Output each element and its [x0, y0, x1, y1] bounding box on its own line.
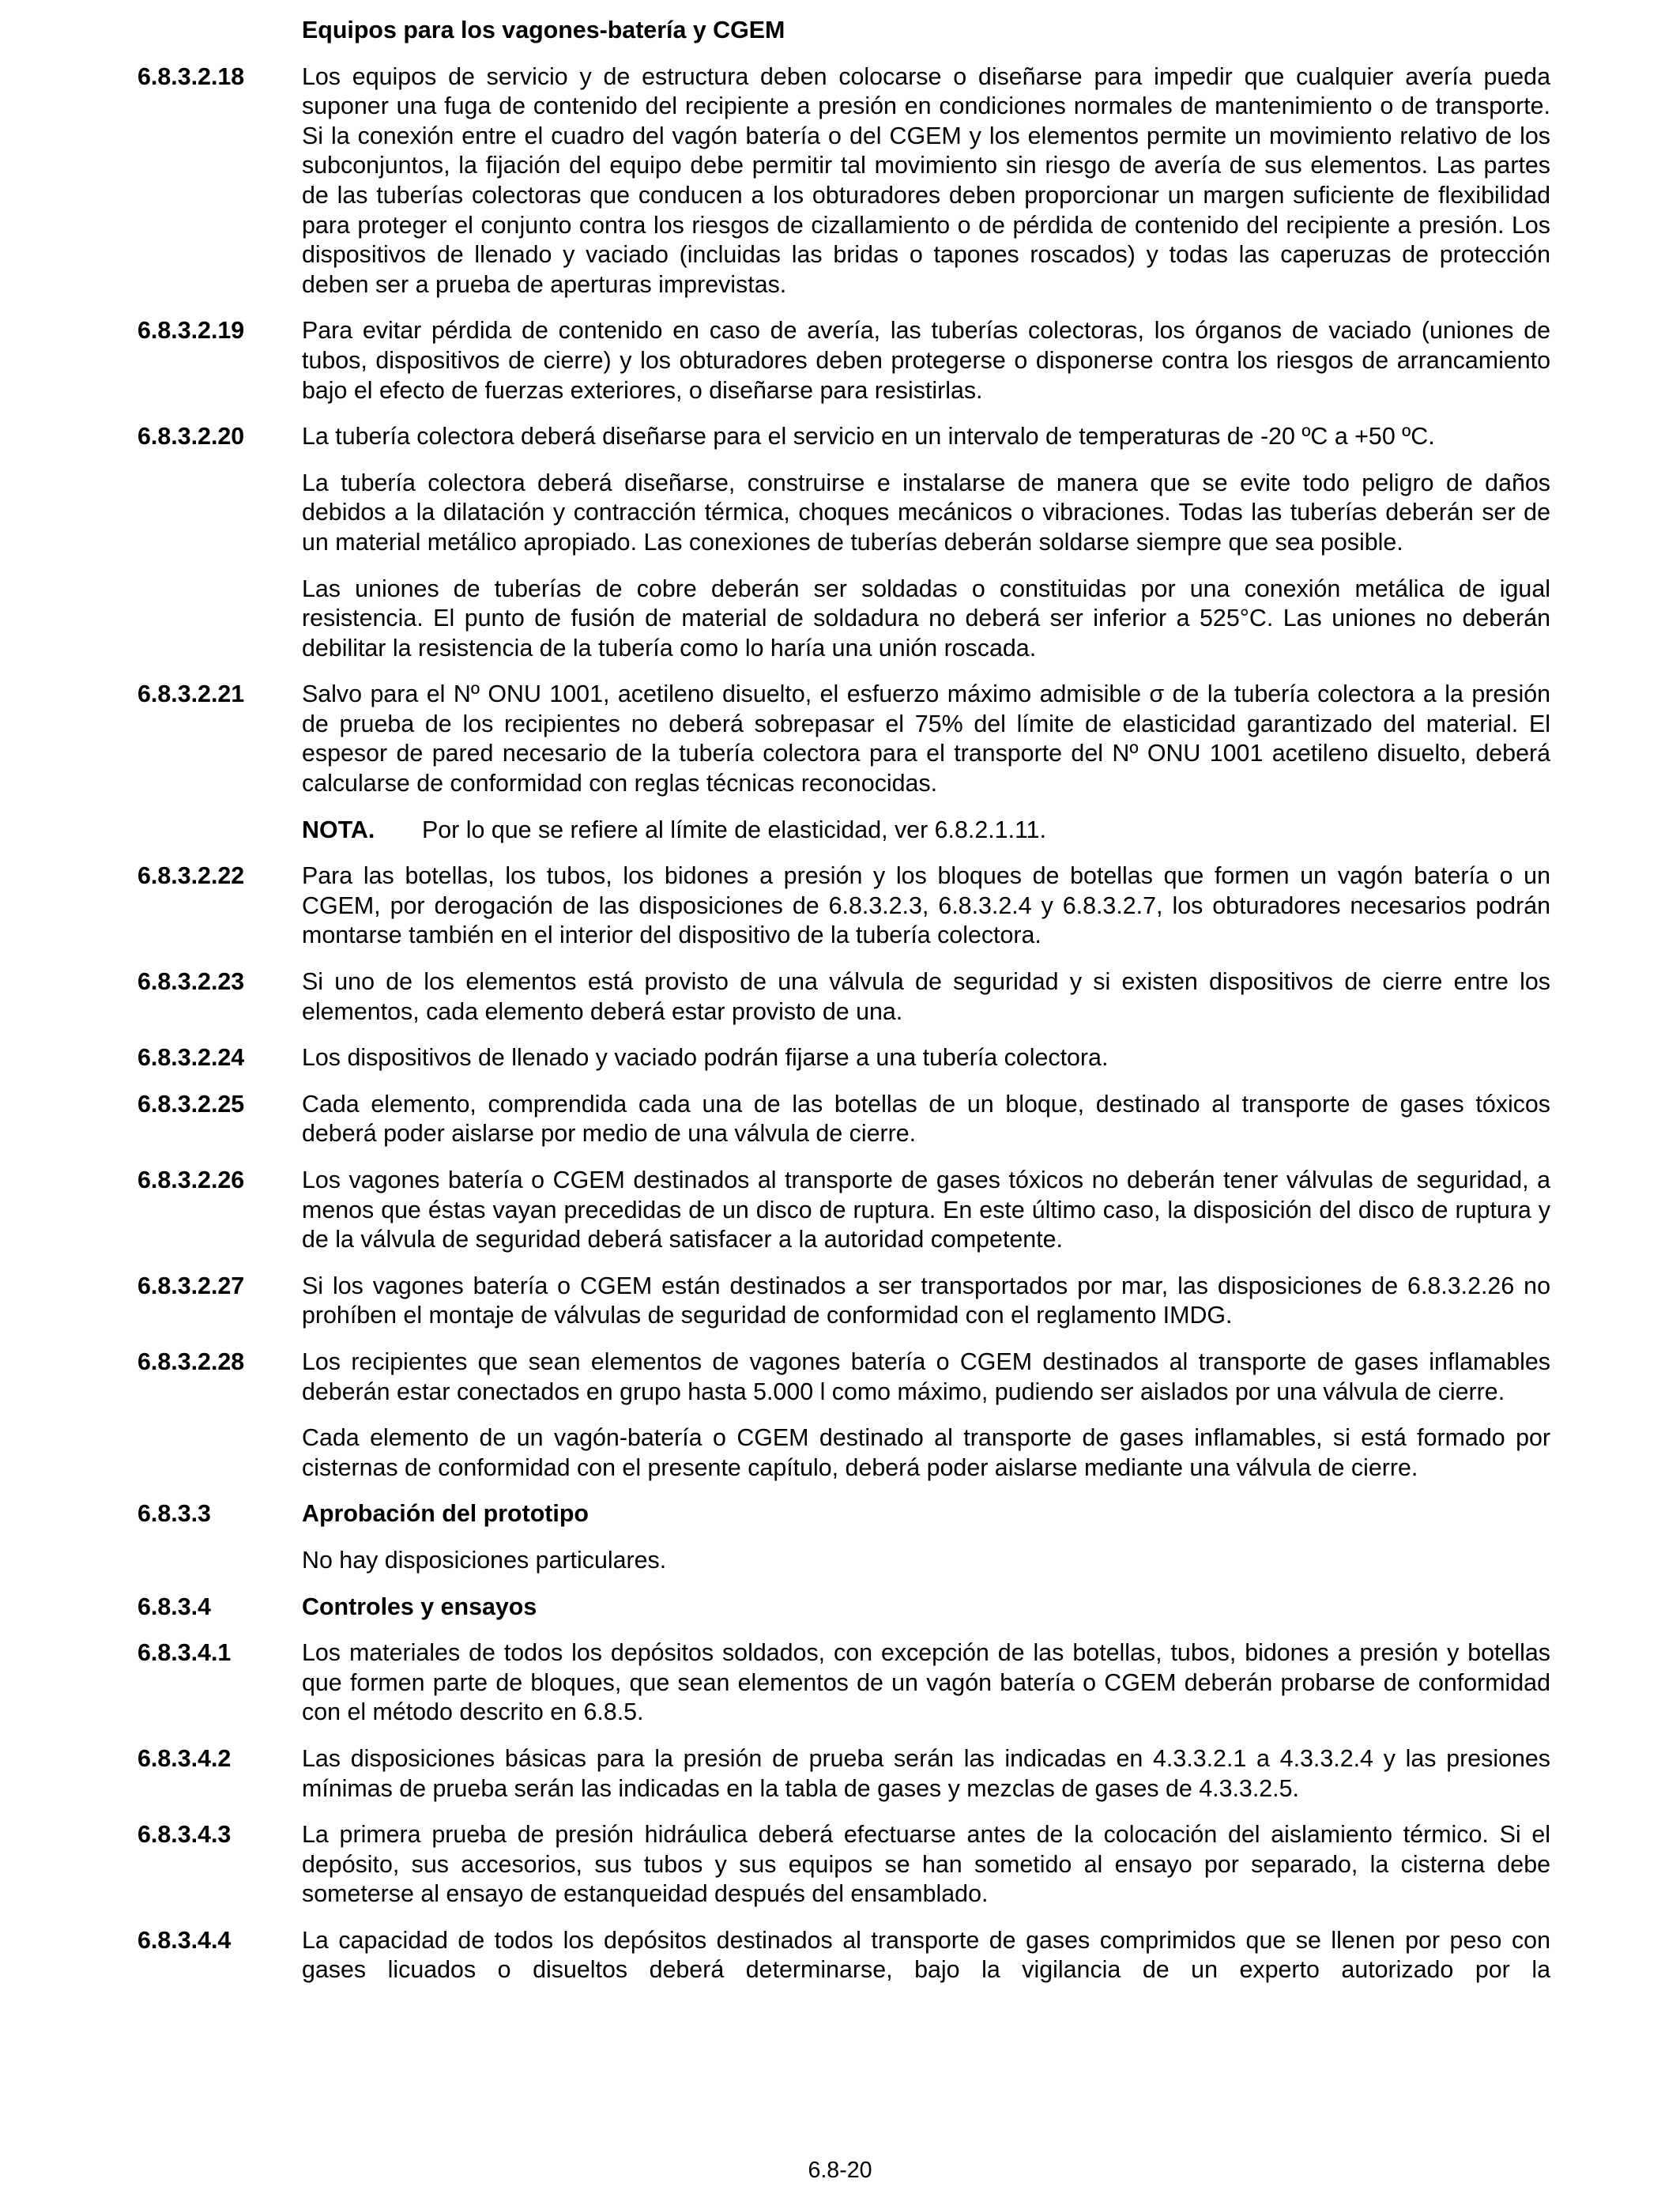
clause-6-8-3-2-21 [0, 680, 1550, 798]
clause-number: 6.8.3.2.25 [137, 1090, 245, 1118]
clause-number: 6.8.3.2.27 [137, 1272, 245, 1299]
note-label: NOTA. [302, 816, 375, 843]
clause-number: 6.8.3.4.2 [137, 1744, 232, 1772]
clause-6-8-3-2-26 [0, 1166, 1550, 1255]
clause-paragraph [0, 575, 1550, 664]
clause-number: 6.8.3.4.1 [137, 1639, 232, 1667]
clause-text: Los dispositivos de llenado y vaciado podrán fijarse a una tubería colectora. [302, 1044, 1109, 1072]
clause-number: 6.8.3.2.20 [137, 423, 245, 450]
clause-6-8-3-4-4 [0, 1926, 1550, 1985]
clause-6-8-3-4-2 [0, 1744, 1550, 1804]
section-number: 6.8.3.3 [137, 1500, 211, 1528]
clause-number: 6.8.3.2.28 [137, 1348, 245, 1375]
section-6-8-3-4-heading [0, 1593, 1550, 1623]
clause-number: 6.8.3.2.21 [137, 680, 245, 708]
clause-text: Para las botellas, los tubos, los bidones a presión y los bloques de botellas que formen un vagón batería o un CGEM, por derogación de las disposiciones de 6.8.3.2.3, 6.8.3.2.4 y 6.8.3.2.7, los obturadores necesarios podrán montarse también en el interior del dispositivo de la tubería colectora. [302, 862, 1550, 949]
clause-paragraph [0, 469, 1550, 558]
paragraph-text: Cada elemento de un vagón-batería o CGEM destinado al transporte de gases inflamables, si está formado por cisternas de conformidad con el presente capítulo, deberá poder aislarse mediante una válvula de cierre. [302, 1424, 1550, 1481]
clause-number: 6.8.3.2.18 [137, 62, 245, 90]
clause-number: 6.8.3.2.22 [137, 862, 245, 890]
clause-text: Los materiales de todos los depósitos soldados, con excepción de las botellas, tubos, bidones a presión y botellas que formen parte de bloques, que sean elementos de un vagón batería o CGEM deberán probarse de conformidad con el método descrito en 6.8.5. [302, 1639, 1550, 1726]
clause-number: 6.8.3.2.24 [137, 1044, 245, 1072]
clause-6-8-3-4-3 [0, 1820, 1550, 1909]
clause-text: Los recipientes que sean elementos de vagones batería o CGEM destinados al transporte de gases inflamables deberán estar conectados en grupo hasta 5.000 l como máximo, pudiendo ser aislados por una válvula de cierre. [302, 1348, 1550, 1405]
section-title: Equipos para los vagones-batería y CGEM [302, 17, 785, 43]
clause-number: 6.8.3.4.3 [137, 1821, 232, 1849]
section-heading-title: Aprobación del prototipo [302, 1500, 589, 1528]
clause-text: La capacidad de todos los depósitos destinados al transporte de gases comprimidos que se llenen por peso con gases licuados o disueltos deberá determinarse, bajo la vigilancia de un experto autorizado por la [302, 1926, 1550, 1984]
clause-paragraph [0, 1423, 1550, 1483]
note-block [0, 816, 1550, 846]
clause-6-8-3-2-23 [0, 967, 1550, 1027]
clause-text: Si los vagones batería o CGEM están destinados a ser transportados por mar, las disposiciones de 6.8.3.2.26 no prohíben el montaje de válvulas de seguridad de conformidad con el reglamento IMDG. [302, 1272, 1550, 1329]
section-6-8-3-3-heading [0, 1499, 1550, 1529]
clause-6-8-3-2-19 [0, 316, 1550, 405]
clause-6-8-3-2-20 [0, 422, 1550, 452]
clause-number: 6.8.3.2.26 [137, 1167, 245, 1193]
clause-number: 6.8.3.4.4 [137, 1926, 232, 1954]
clause-paragraph [0, 1546, 1550, 1576]
clause-6-8-3-4-1 [0, 1638, 1550, 1728]
clause-text: Si uno de los elementos está provisto de una válvula de seguridad y si existen dispositivos de cierre entre los elementos, cada elemento deberá estar provisto de una. [302, 968, 1550, 1025]
page-number: 6.8-20 [808, 2158, 872, 2183]
clause-text: Los vagones batería o CGEM destinados al transporte de gases tóxicos no deberán tener válvulas de seguridad, a menos que éstas vayan precedidas de un disco de ruptura. En este último caso, la disposición del disco de ruptura y de la válvula de seguridad deberá satisfacer a la autoridad competente. [302, 1167, 1550, 1253]
clause-text: La tubería colectora deberá diseñarse para el servicio en un intervalo de temperaturas de -20 ºC a +50 ºC. [302, 423, 1435, 450]
section-heading [0, 16, 1550, 46]
clause-6-8-3-2-18 [0, 62, 1550, 300]
paragraph-text: No hay disposiciones particulares. [302, 1546, 667, 1574]
clause-text: Para evitar pérdida de contenido en caso de avería, las tuberías colectoras, los órganos de vaciado (uniones de tubos, dispositivos de cierre) y los obturadores deben protegerse o disponerse contra los riesgos de arrancamiento bajo el efecto de fuerzas exteriores, o diseñarse para resistirlas. [302, 317, 1550, 404]
clause-number: 6.8.3.2.19 [137, 317, 245, 345]
clause-6-8-3-2-24 [0, 1043, 1550, 1073]
section-heading-title: Controles y ensayos [302, 1593, 537, 1620]
paragraph-text: La tubería colectora deberá diseñarse, construirse e instalarse de manera que se evite todo peligro de daños debidos a la dilatación y contracción térmica, choques mecánicos o vibraciones. Todas las tuberías deberán ser de un material metálico apropiado. Las conexiones de tuberías deberán soldarse siempre que sea posible. [302, 469, 1550, 556]
clause-6-8-3-2-28 [0, 1348, 1550, 1407]
clause-6-8-3-2-25 [0, 1090, 1550, 1149]
clause-text: La primera prueba de presión hidráulica deberá efectuarse antes de la colocación del aislamiento térmico. Si el depósito, sus accesorios, sus tubos y sus equipos se han sometido al ensayo por separado, la cisterna debe someterse al ensayo de estanqueidad después del ensamblado. [302, 1821, 1550, 1908]
paragraph-text: Las uniones de tuberías de cobre deberán ser soldadas o constituidas por una conexión metálica de igual resistencia. El punto de fusión de material de soldadura no deberá ser inferior a 525°C. Las uniones no deberán debilitar la resistencia de la tubería como lo haría una unión roscada. [302, 575, 1550, 662]
clause-6-8-3-2-22 [0, 861, 1550, 951]
clause-text: Los equipos de servicio y de estructura deben colocarse o diseñarse para impedir que cualquier avería pueda suponer una fuga de contenido del recipiente a presión en condiciones normales de mantenimiento o de transporte. Si la conexión entre el cuadro del vagón batería o del CGEM y los elementos permite un movimiento relativo de los subconjuntos, la fijación del equipo debe permitir tal movimiento sin riesgo de avería de sus elementos. Las partes de las tuberías colectoras que conducen a los obturadores deben proporcionar un margen suficiente de flexibilidad para proteger el conjunto contra los riesgos de cizallamiento o de pérdida de contenido del recipiente a presión. Los dispositivos de llenado y vaciado (incluidas las bridas o tapones roscados) y todas las caperuzas de protección deben ser a prueba de aperturas imprevistas. [302, 62, 1550, 298]
clause-text: Salvo para el Nº ONU 1001, acetileno disuelto, el esfuerzo máximo admisible σ de la tubería colectora a la presión de prueba de los recipientes no deberá sobrepasar el 75% del límite de elasticidad garantizado del material. El espesor de pared necesario de la tubería colectora para el transporte del Nº ONU 1001 acetileno disuelto, deberá calcularse de conformidad con reglas técnicas reconocidas. [302, 680, 1550, 797]
clause-6-8-3-2-27 [0, 1272, 1550, 1331]
note-text: Por lo que se refiere al límite de elasticidad, ver 6.8.2.1.11. [422, 816, 1047, 843]
section-number: 6.8.3.4 [137, 1593, 211, 1620]
clause-number: 6.8.3.2.23 [137, 968, 245, 996]
clause-text: Las disposiciones básicas para la presión de prueba serán las indicadas en 4.3.3.2.1 a 4.3.3.2.4 y las presiones mínimas de prueba serán las indicadas en la tabla de gases y mezclas de gases de 4.3.3.2.5. [302, 1744, 1550, 1802]
clause-text: Cada elemento, comprendida cada una de las botellas de un bloque, destinado al transporte de gases tóxicos deberá poder aislarse por medio de una válvula de cierre. [302, 1090, 1550, 1148]
